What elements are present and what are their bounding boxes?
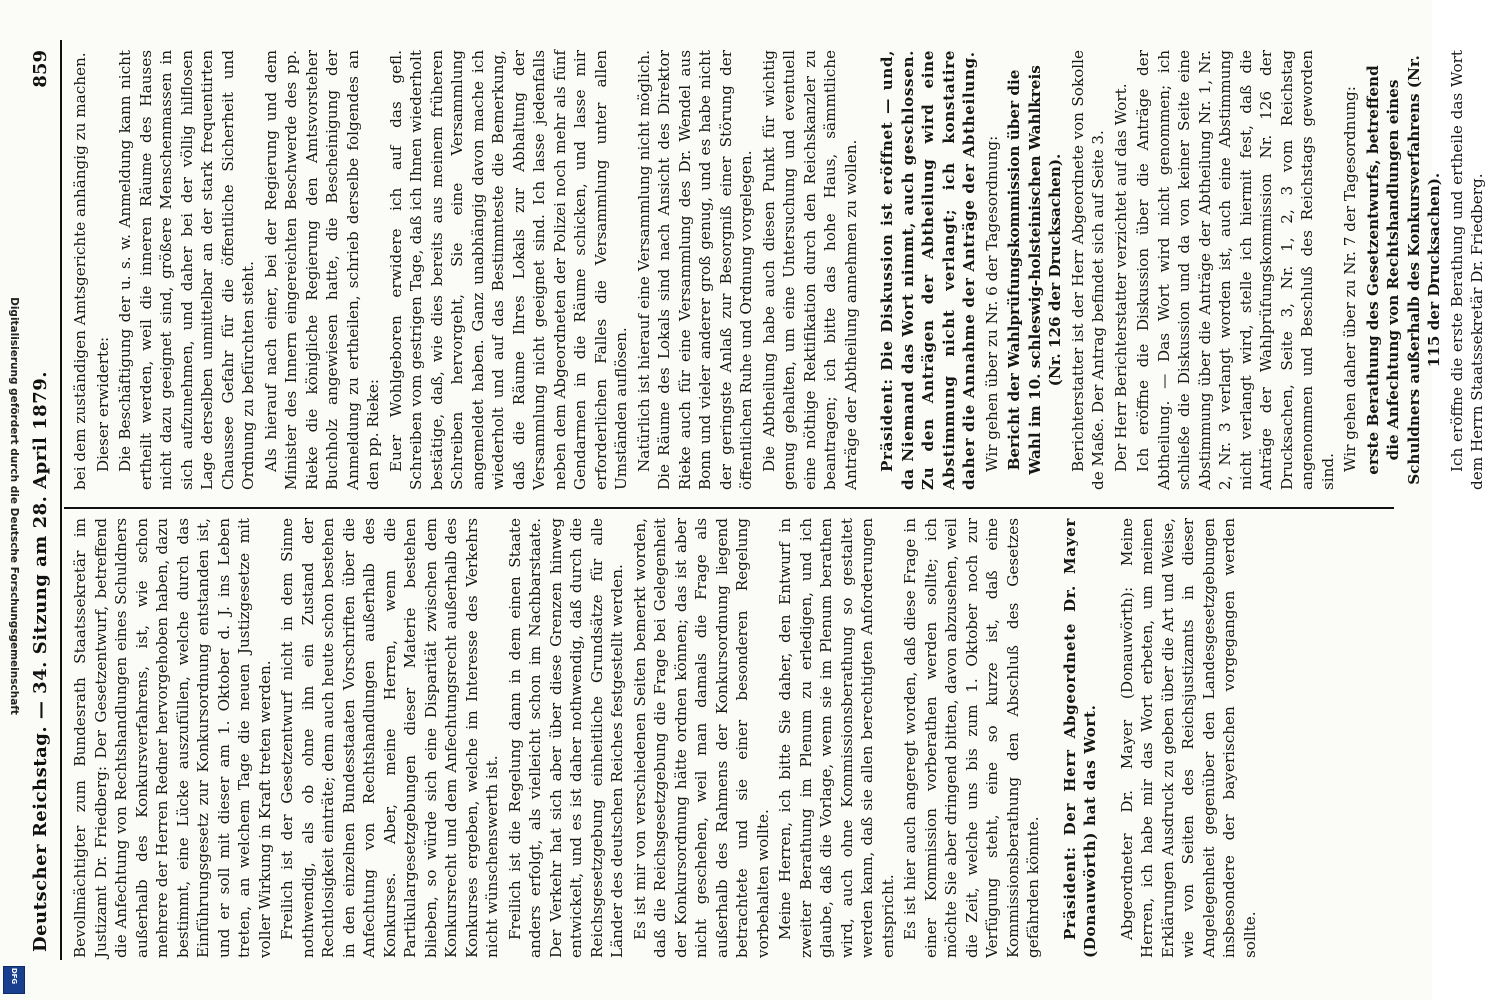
agenda-heading: Bericht der Wahlprüfungskommission über die Wahl im 10. schleswig-holsteinischen Wahlkreis (Nr. 126 der Drucksachen).: [1005, 65, 1064, 475]
paragraph: Wir gehen über zu Nr. 6 der Tagesordnung:: [982, 135, 1001, 472]
paragraph: Euer Wohlgeboren erwidere ich auf das gefl. Schreiben vom gestrigen Tage, daß ich Ihnen wiederholt bestätige, daß, wie dies bereits aus meinem früheren Schreiben hervorgeht, Sie eine Versammlung angemeldet haben. Ganz unabhängig davon mache ich wiederholt und auf das Bestimmteste die Bemerkung, daß die Räume Ihres Lokals zur Abhaltung der Versammlung nicht geeignet sind. Ich lasse jedenfalls neben dem Abgeordneten der Polizei noch mehr als fünf Gendarmen in die Räume schicken, und lasse mir erforderlichen Falles die Versammlung unter allen Umständen auflösen.: [386, 50, 630, 490]
speaker-paragraph: Präsident: Die Diskussion ist eröffnet — und, da Niemand das Wort nimmt, auch geschlossen. Zu den Anträgen der Abtheilung wird eine Abstimmung nicht verlangt; ich konstatire daher die Annahme der Anträge der Abtheilung.: [878, 50, 978, 490]
speaker-paragraph: Präsident: Der Herr Abgeordnete Dr. Mayer (Donauwörth) hat das Wort.: [1060, 518, 1099, 958]
spacer: [1046, 518, 1060, 958]
paragraph: Berichterstatter ist der Herr Abgeordnete von Sokolle de Maße. Der Antrag befindet sich auf Seite 3.: [1068, 50, 1107, 490]
page-number: 859: [30, 50, 51, 88]
paragraph: Wir gehen daher über zu Nr. 7 der Tagesordnung:: [1341, 86, 1359, 472]
credit-strip: [0, 0, 28, 1000]
dfg-logo-icon: [3, 966, 25, 994]
paragraph: Dieser erwiderte:: [93, 336, 112, 472]
paragraph: Freilich ist der Gesetzentwurf nicht in dem Sinne nothwendig, als ob ohne ihn ein Zustand der Rechtlosigkeit einträte; denn auch heute schon bestehen in den einzelnen Bundesstaaten Vorschriften über die Anfechtung von Rechtshandlungen außerhalb des Konkurses. Aber, meine Herren, wenn die Partikulargesetzgebungen dieser Materie bestehen blieben, so würde sich eine Disparität zwischen dem Konkursrecht und dem Anfechtungsrecht außerhalb des Konkurses ergeben, welche im Interesse des Verkehrs nicht wünschenswerth ist.: [278, 518, 501, 958]
paragraph: Die Abtheilung habe auch diesen Punkt für wichtig genug gehalten, um eine Untersuchung und eventuell eine nöthige Rektifikation durch den Reichskanzler zu beantragen; ich bitte das hohe Haus, sämmtliche Anträge der Abtheilung annehmen zu wollen.: [759, 50, 860, 490]
left-column: [70, 518, 1390, 958]
paragraph: Die Beschäftigung der u. s. w. Anmeldung kann nicht ertheilt werden, weil die inneren Räume des Hauses nicht dazu geeignet sind, größere Menschenmassen in sich aufzunehmen, und daher bei der völlig hilflosen Lage derselben unmittelbar an der stark frequentirten Chaussee Gefahr für die öffentliche Sicherheit und Ordnung zu befürchten steht.: [116, 50, 257, 490]
paragraph: Abgeordneter Dr. Mayer (Donauwörth): Meine Herren, ich habe mir das Wort erbeten, um meinen Erklärungen Ausdruck zu geben über die Art und Weise, wie von Seiten des Reichsjustizamts in dieser Angelegenheit gegenüber den Landesgesetzgebungen insbesondere der bayerischen vorgegangen werden sollte.: [1117, 518, 1259, 958]
paragraph: Es ist mir von verschiedenen Seiten bemerkt worden, daß die Reichsgesetzgebung die Frage bei Gelegenheit der Konkursordnung hätte ordnen können; das ist aber nicht geschehen, weil man damals die Frage als außerhalb des Rahmens der Konkursordnung liegend betrachtete und sie einer besonderen Regelung vorbehalten wollte.: [630, 518, 772, 958]
paragraph: Als hierauf nach einer, bei der Regierung und dem Minister des Innern eingereichten Beschwerde des pp. Rieke die königliche Regierung den Amtsvorsteher Buchholz angewiesen hatte, die Bescheinigung der Anmeldung zu ertheilen, schrieb derselbe folgendes an den pp. Rieke:: [261, 50, 382, 490]
paragraph: Der Herr Berichterstatter verzichtet auf das Wort.: [1111, 83, 1130, 472]
spacer: [863, 50, 877, 490]
paragraph: Natürlich ist hierauf eine Versammlung nicht möglich. Die Räume des Lokals sind nach Ansicht des Direktor Rieke auch für eine Versammlung des Dr. Wendel aus Bonn und vieler anderer groß genug, und es habe nicht der geringste Anlaß zur Besorgniß einer Störung der öffentlichen Ruhe und Ordnung vorgelegen.: [634, 50, 755, 490]
paragraph: Ich eröffne die erste Berathung und ertheile das Wort dem Herrn Staatssekretär Dr. Friedberg.: [1447, 50, 1486, 490]
paragraph: Bevollmächtigter zum Bundesrath Staatssekretär im Justizamt Dr. Friedberg: Der Gesetzentwurf, betreffend die Anfechtung von Rechtshandlungen eines Schuldners außerhalb des Konkursverfahrens, ist, wie schon mehrere der Herren Redner hervorgehoben haben, dazu bestimmt, eine Lücke auszufüllen, welche durch das Einführungsgesetz zur Konkursordnung entstanden ist, und er soll mit dieser am 1. Oktober d. J. ins Leben treten, an welchem Tage die neuen Justizgesetze mit voller Wirkung in Kraft treten werden.: [71, 518, 274, 958]
paragraph: Ich eröffne die Diskussion über die Anträge der Abtheilung. — Das Wort wird nicht genommen; ich schließe die Diskussion und da von keiner Seite eine Abstimmung über die Anträge der Abtheilung Nr. 1, Nr. 2, Nr. 3 verlangt worden ist, auch eine Abstimmung nicht verlangt wird, stelle ich hiermit fest, daß die Anträge der Wahlprüfungskommission Nr. 126 der Drucksachen, Seite 3, Nr. 1, 2, 3 vom Reichstag angenommen und Beschluß des Reichstags geworden sind.: [1134, 50, 1337, 490]
paragraph: Es ist hier auch angeregt worden, daß diese Frage in einer Kommission vorberathen werden sollte; ich möchte Sie aber dringend bitten, davon abzusehen, weil die Zeit, welche uns bis zum 1. Oktober noch zur Verfügung steht, eine so kurze ist, daß eine Kommissionsberathung den Abschluß des Gesetzes gefährden könnte.: [901, 518, 1042, 958]
credit-text: Digitalisierung gefördert durch die Deutsche Forschungsgemeinschaft: [8, 297, 20, 715]
paragraph: Freilich ist die Regelung dann in dem einen Staate anders erfolgt, als vielleicht schon im Nachbarstaate. Der Verkehr hat sich aber über diese Grenzen hinweg entwickelt, und es ist daher nothwendig, daß durch die Reichsgesetzgebung einheitliche Grundsätze für alle Länder des deutschen Reiches festgestellt werden.: [505, 518, 626, 958]
paragraph: bei dem zuständigen Amtsgerichte anhängig zu machen.: [71, 52, 89, 490]
running-head: [30, 40, 56, 960]
right-column: [70, 50, 1486, 490]
running-head-title: Deutscher Reichstag. — 34. Sitzung am 28. April 1879.: [30, 370, 51, 952]
agenda-heading: erste Berathung des Gesetzentwurfs, betreffend die Anfechtung von Rechtshandlungen eines Schuldners außerhalb des Konkursverfahrens (Nr. 115 der Drucksachen).: [1363, 55, 1443, 485]
dfg-logo-label: DFG: [10, 967, 18, 985]
spacer: [1103, 518, 1117, 958]
header-rule: [60, 40, 62, 960]
column-divider: [64, 507, 1394, 509]
paragraph: Meine Herren, ich bitte Sie daher, den Entwurf in zweiter Berathung im Plenum zu erledigen, und ich glaube, daß die Vorlage, wenn sie im Plenum berathen wird, auch ohne Kommissionsberathung so gestaltet werden kann, daß sie allen berechtigten Anforderungen entspricht.: [776, 518, 897, 958]
